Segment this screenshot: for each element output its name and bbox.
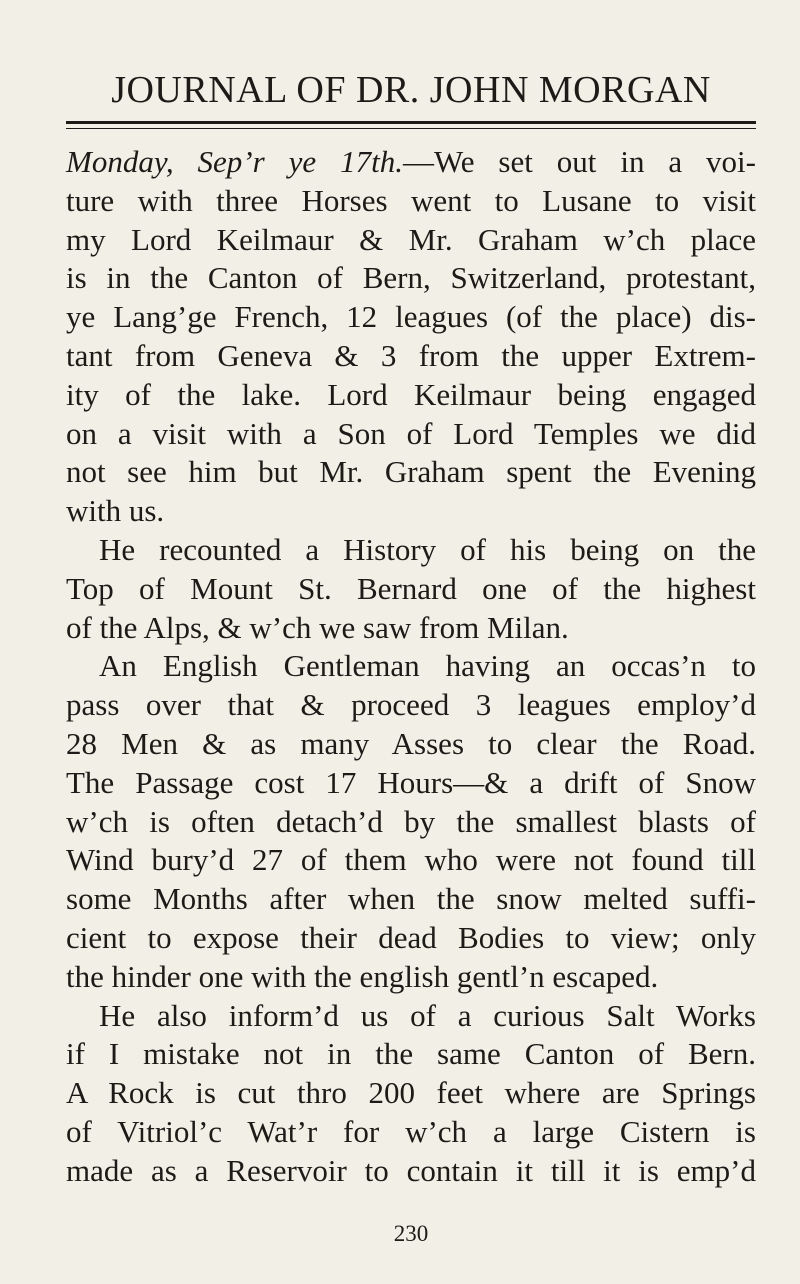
text-line-8: on a visit with a Son of Lord Temples we did — [66, 415, 756, 451]
text-line-4: is in the Canton of Bern, Switzerland, protestant, — [66, 260, 756, 296]
text-line-21: cient to expose their dead Bodies to view; only — [66, 919, 756, 955]
text-line-17: The Passage cost 17 Hours—& a drift of Snow — [66, 764, 756, 800]
text-line-26: of Vitriol’c Wat’r for w’ch a large Cistern is — [66, 1113, 756, 1149]
text-line-11: He recounted a History of his being on the — [99, 531, 756, 567]
text-line-3: my Lord Keilmaur & Mr. Graham w’ch place — [66, 221, 756, 257]
text-line-1 — [66, 143, 756, 182]
text-line-24: if I mistake not in the same Canton of Bern. — [66, 1036, 756, 1072]
text-line-23: He also inform’d us of a curious Salt Works — [99, 997, 756, 1033]
header-double-rule — [66, 121, 756, 129]
text-line-19: Wind bury’d 27 of them who were not found till — [66, 842, 756, 878]
text-line-15: pass over that & proceed 3 leagues employ’d — [66, 687, 756, 723]
text-line-13: of the Alps, & w’ch we saw from Milan. — [66, 609, 569, 645]
page-number: 230 — [393, 1221, 429, 1246]
running-head: JOURNAL OF DR. JOHN MORGAN — [111, 69, 711, 111]
text-line-20: some Months after when the snow melted suffi- — [66, 881, 756, 917]
text-line-22: the hinder one with the english gentl’n escaped. — [66, 958, 659, 994]
text-line-16: 28 Men & as many Asses to clear the Road. — [66, 725, 756, 761]
text-line-12: Top of Mount St. Bernard one of the highest — [66, 570, 756, 606]
text-line-1-rest: —We set out in a voi- — [402, 144, 756, 179]
text-line-18: w’ch is often detach’d by the smallest blasts of — [66, 803, 756, 839]
book-page — [66, 0, 756, 1284]
text-line-6: tant from Geneva & 3 from the upper Extrem- — [66, 337, 756, 373]
text-line-10: with us. — [66, 493, 165, 529]
text-line-27: made as a Reservoir to contain it till it is emp’d — [66, 1152, 756, 1188]
body-text — [66, 143, 756, 1191]
text-line-5: ye Lang’ge French, 12 leagues (of the place) dis- — [66, 299, 756, 335]
text-line-2: ture with three Horses went to Lusane to visit — [66, 182, 756, 218]
text-line-14: An English Gentleman having an occas’n to — [99, 648, 756, 684]
text-line-25: A Rock is cut thro 200 feet where are Springs — [66, 1075, 756, 1111]
text-line-7: ity of the lake. Lord Keilmaur being engaged — [66, 376, 756, 412]
text-line-9: not see him but Mr. Graham spent the Evening — [66, 454, 756, 490]
entry-date: Monday, Sep’r ye 17th. — [66, 144, 403, 179]
